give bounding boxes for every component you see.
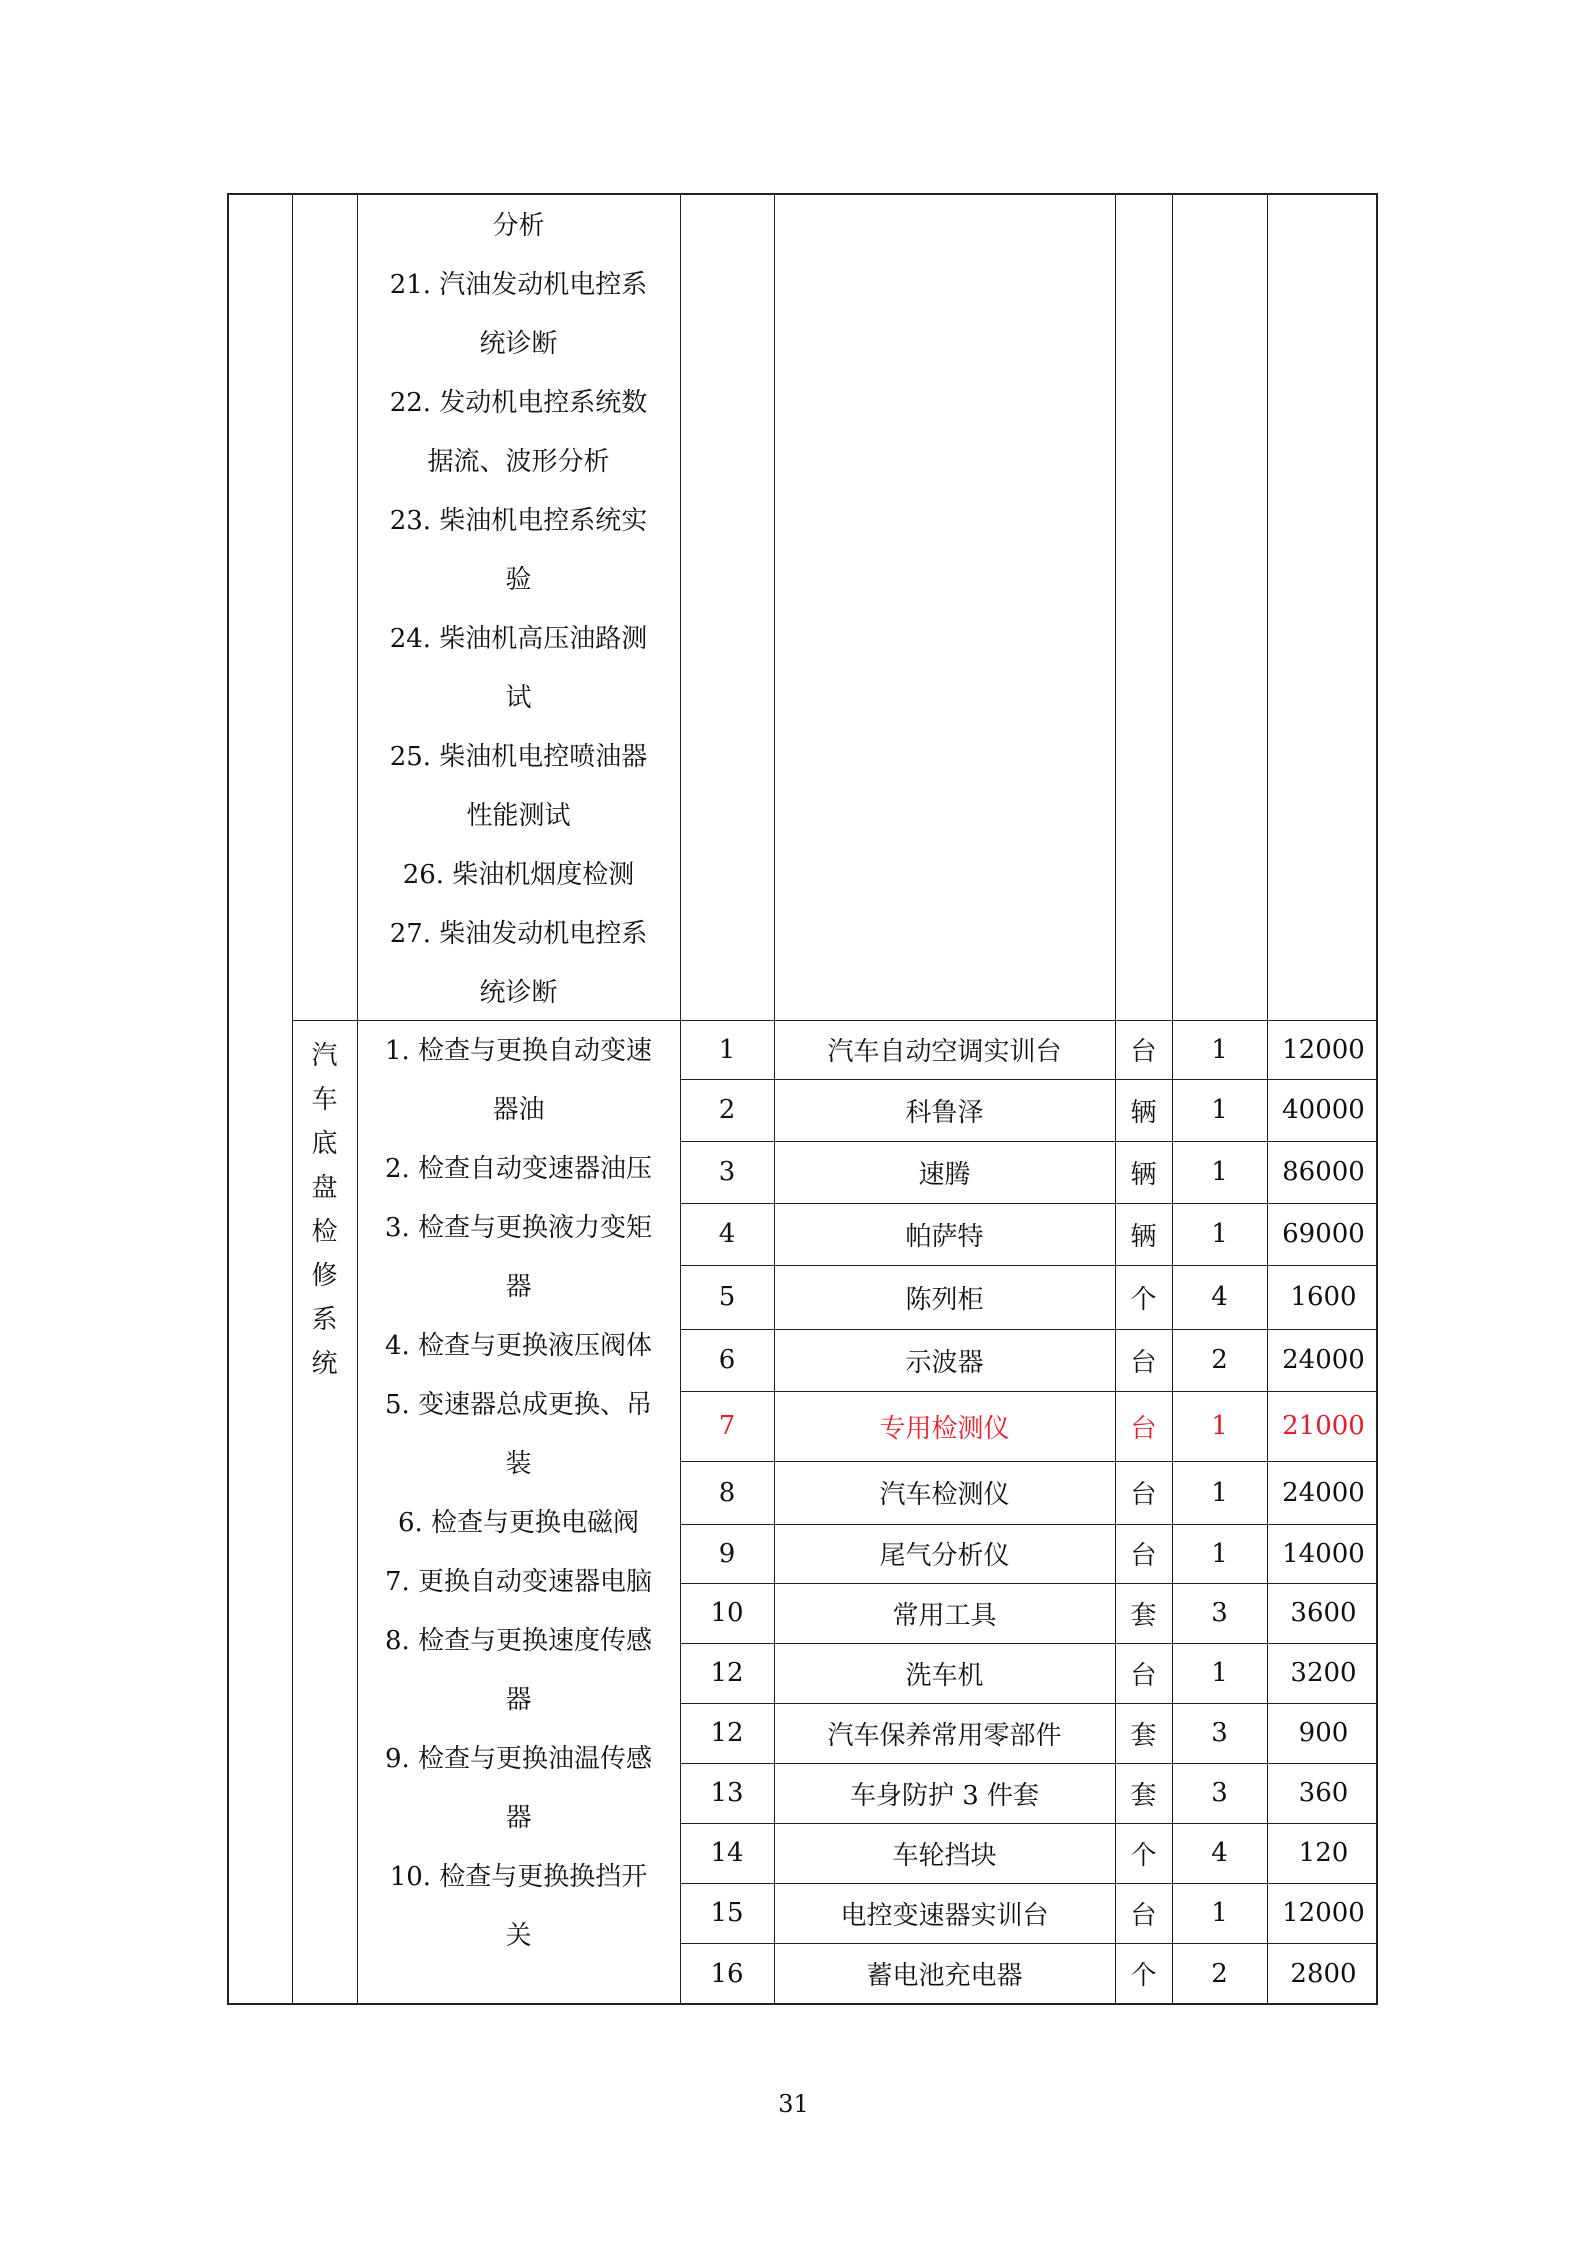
topic-line: 6. 检查与更换电磁阀 (397, 1508, 640, 1538)
topic-line: 4. 检查与更换液压阀体 (384, 1331, 653, 1361)
topic-line: 器 (505, 1685, 532, 1715)
row-number: 12 (710, 1718, 744, 1748)
topic-line: 21. 汽油发动机电控系 (389, 270, 648, 300)
topic-line: 1. 检查与更换自动变速 (384, 1036, 653, 1066)
row-number: 10 (710, 1598, 744, 1628)
topic-line: 7. 更换自动变速器电脑 (384, 1567, 653, 1597)
topic-line: 5. 变速器总成更换、吊 (384, 1390, 653, 1420)
item-quantity: 4 (1211, 1282, 1228, 1312)
topic-line: 关 (505, 1921, 532, 1951)
topic-line: 器油 (492, 1095, 545, 1125)
item-unit: 台 (1130, 1347, 1157, 1378)
item-quantity: 1 (1211, 1658, 1228, 1688)
row-number: 5 (718, 1282, 736, 1312)
equipment-table (227, 193, 1378, 2005)
topic-line: 统诊断 (479, 978, 558, 1008)
item-name: 汽车保养常用零部件 (827, 1720, 1062, 1751)
item-price: 69000 (1282, 1219, 1365, 1249)
item-unit: 个 (1130, 1961, 1157, 1991)
topic-line: 器 (505, 1803, 532, 1833)
item-unit: 个 (1130, 1284, 1157, 1315)
topic-line: 2. 检查自动变速器油压 (384, 1154, 653, 1184)
row-number: 2 (718, 1095, 736, 1125)
item-name: 科鲁泽 (905, 1097, 984, 1128)
item-unit: 辆 (1130, 1159, 1157, 1190)
item-quantity: 2 (1211, 1345, 1228, 1375)
item-name: 陈列柜 (905, 1284, 984, 1315)
topic-line: 3. 检查与更换液力变矩 (384, 1213, 653, 1243)
item-price: 3600 (1290, 1598, 1357, 1628)
category-char: 车 (311, 1085, 338, 1115)
item-quantity: 1 (1211, 1034, 1228, 1065)
item-name: 示波器 (905, 1347, 984, 1378)
item-unit: 个 (1130, 1840, 1157, 1871)
item-unit: 辆 (1130, 1221, 1157, 1252)
category-char: 系 (311, 1305, 338, 1335)
topic-line: 据流、波形分析 (427, 447, 610, 477)
category-char: 盘 (311, 1173, 338, 1203)
item-quantity: 1 (1211, 1411, 1228, 1441)
item-unit: 套 (1130, 1600, 1157, 1631)
item-name: 汽车检测仪 (879, 1480, 1010, 1510)
item-price: 900 (1298, 1718, 1349, 1748)
item-name: 常用工具 (892, 1600, 997, 1631)
item-price: 3200 (1290, 1658, 1357, 1688)
item-unit: 台 (1130, 1900, 1157, 1931)
item-name: 专用检测仪 (879, 1413, 1010, 1444)
item-unit: 台 (1130, 1480, 1157, 1510)
row-number: 3 (718, 1157, 736, 1187)
item-unit: 台 (1130, 1541, 1157, 1571)
topic-line: 9. 检查与更换油温传感 (384, 1744, 653, 1774)
row-number: 1 (718, 1034, 736, 1065)
item-quantity: 1 (1211, 1219, 1228, 1249)
row-number: 8 (718, 1477, 736, 1508)
topic-line: 8. 检查与更换速度传感 (384, 1626, 653, 1656)
topic-line: 25. 柴油机电控喷油器 (389, 742, 648, 772)
item-name: 电控变速器实训台 (840, 1900, 1049, 1931)
item-price: 12000 (1282, 1034, 1365, 1065)
item-quantity: 1 (1211, 1157, 1228, 1187)
item-unit: 台 (1130, 1660, 1157, 1691)
topic-line: 性能测试 (466, 801, 571, 831)
item-unit: 台 (1130, 1037, 1157, 1067)
item-quantity: 4 (1211, 1838, 1228, 1868)
item-name: 汽车自动空调实训台 (827, 1037, 1062, 1067)
category-char: 修 (311, 1261, 338, 1291)
item-price: 12000 (1282, 1898, 1365, 1928)
topic-line: 验 (505, 565, 532, 595)
item-price: 24000 (1282, 1345, 1365, 1375)
page-number: 31 (778, 2090, 809, 2118)
item-name: 尾气分析仪 (879, 1541, 1010, 1571)
item-quantity: 2 (1211, 1958, 1228, 1989)
category-char: 统 (311, 1349, 338, 1379)
item-quantity: 3 (1211, 1598, 1228, 1628)
category-label (292, 1020, 357, 2007)
row-number: 9 (718, 1538, 736, 1569)
item-quantity: 3 (1211, 1778, 1228, 1808)
topic-line: 24. 柴油机高压油路测 (389, 624, 648, 654)
item-name: 洗车机 (905, 1660, 984, 1691)
row-number: 16 (710, 1958, 744, 1989)
item-price: 14000 (1282, 1538, 1365, 1569)
topic-line: 10. 检查与更换换挡开 (389, 1862, 648, 1892)
item-name: 蓄电池充电器 (866, 1961, 1023, 1991)
item-unit: 套 (1130, 1720, 1157, 1751)
topic-line: 22. 发动机电控系统数 (389, 388, 648, 418)
topic-line: 26. 柴油机烟度检测 (402, 860, 635, 890)
item-price: 360 (1298, 1778, 1349, 1808)
row-number: 13 (710, 1778, 744, 1808)
topic-line: 23. 柴油机电控系统实 (389, 506, 648, 536)
row-number: 12 (710, 1658, 744, 1688)
item-unit: 台 (1130, 1413, 1157, 1444)
item-price: 86000 (1282, 1157, 1365, 1187)
topic-line: 统诊断 (479, 329, 558, 359)
item-quantity: 1 (1211, 1898, 1228, 1928)
item-price: 1600 (1290, 1282, 1357, 1312)
item-quantity: 1 (1211, 1477, 1228, 1508)
category-char: 底 (311, 1129, 338, 1159)
item-price: 24000 (1282, 1477, 1365, 1508)
item-name: 车轮挡块 (892, 1840, 997, 1871)
item-name: 帕萨特 (905, 1221, 984, 1252)
row-number: 14 (710, 1838, 744, 1868)
item-unit: 套 (1130, 1780, 1157, 1811)
topic-line: 器 (505, 1272, 532, 1302)
item-price: 40000 (1282, 1095, 1365, 1125)
category-char: 汽 (311, 1041, 338, 1071)
topic-line: 27. 柴油发动机电控系 (389, 919, 648, 949)
row-number: 7 (718, 1411, 736, 1441)
section-topics (357, 1020, 680, 2007)
item-unit: 辆 (1130, 1097, 1157, 1128)
item-quantity: 3 (1211, 1718, 1228, 1748)
topic-line: 装 (505, 1449, 532, 1479)
item-name: 速腾 (918, 1159, 971, 1190)
category-char: 检 (311, 1217, 338, 1247)
item-quantity: 1 (1211, 1095, 1228, 1125)
item-quantity: 1 (1211, 1538, 1228, 1569)
topic-line: 试 (505, 683, 532, 713)
item-name: 车身防护 3 件套 (849, 1780, 1040, 1811)
item-price: 120 (1298, 1838, 1349, 1868)
row-number: 15 (710, 1898, 744, 1928)
row-number: 4 (718, 1219, 736, 1249)
row-number: 6 (718, 1345, 736, 1375)
topic-line: 分析 (492, 211, 545, 241)
item-price: 2800 (1290, 1958, 1357, 1989)
continued-topics (357, 195, 680, 1020)
item-price: 21000 (1282, 1411, 1365, 1441)
